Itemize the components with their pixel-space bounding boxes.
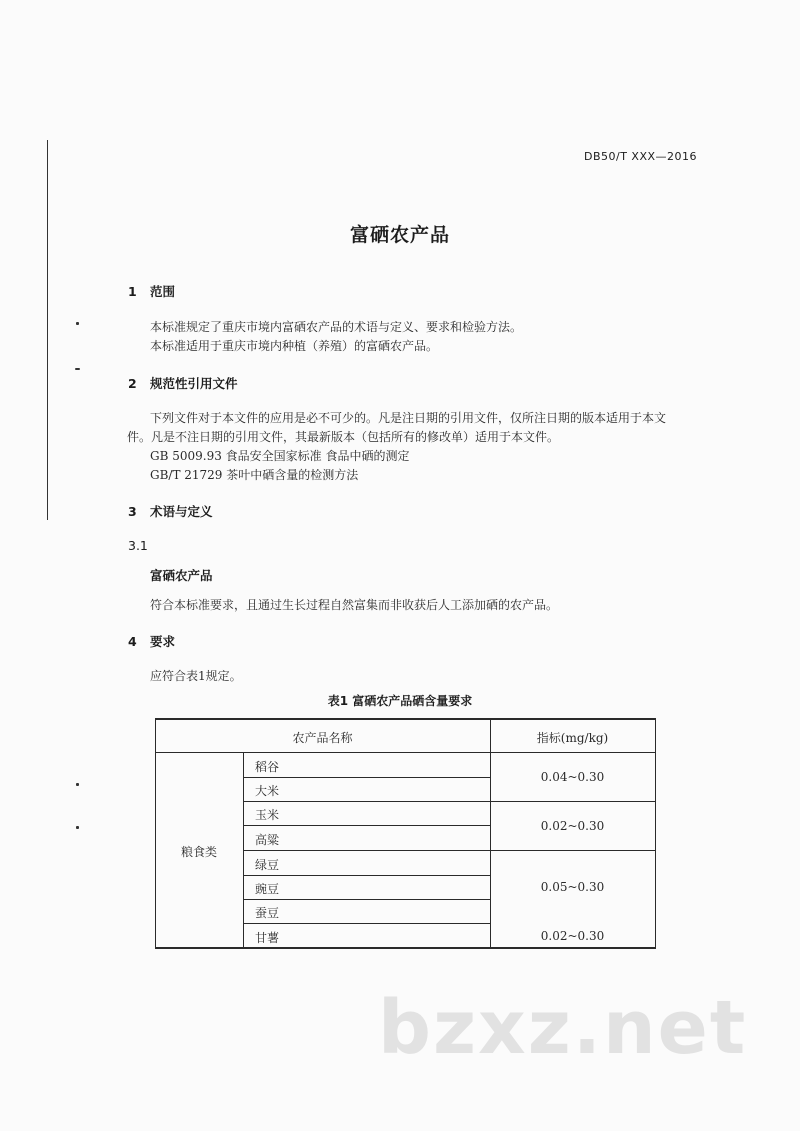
paragraph-line: 下列文件对于本文件的应用是必不可少的。凡是注日期的引用文件，仅所注日期的版本适用于本文 <box>150 411 667 425</box>
table-header-indicator: 指标(mg/kg) <box>536 731 609 745</box>
table-row-rule <box>243 923 490 924</box>
table-item: 稻谷 <box>255 760 280 774</box>
section-number: 4 <box>128 634 137 649</box>
table-category-cell: 粮食类 <box>180 845 217 859</box>
section-2-heading <box>128 374 238 392</box>
table-item: 绿豆 <box>255 858 280 872</box>
section-title: 要求 <box>150 634 176 649</box>
table-row-rule <box>243 875 490 876</box>
table-item: 豌豆 <box>255 882 280 896</box>
table-left-border <box>155 718 156 949</box>
table-bottom-border <box>155 947 656 949</box>
table-row-rule <box>243 899 490 900</box>
section-1-heading <box>128 282 175 300</box>
table-value: 0.05~0.30 <box>540 880 605 894</box>
section-3-heading <box>128 502 213 520</box>
table-value: 0.04~0.30 <box>540 770 605 784</box>
table-category-divider <box>243 752 244 948</box>
table-item: 甘薯 <box>255 931 280 945</box>
paragraph-line: 本标准规定了重庆市境内富硒农产品的术语与定义、要求和检验方法。 <box>150 320 523 334</box>
section-title: 术语与定义 <box>150 504 213 519</box>
table-header-product: 农产品名称 <box>292 731 353 745</box>
scan-speck <box>76 783 79 786</box>
reference-item: GB/T 21729 茶叶中硒含量的检测方法 <box>150 468 359 482</box>
table-item: 大米 <box>255 784 280 798</box>
term-name: 富硒农产品 <box>150 568 213 583</box>
reference-item: GB 5009.93 食品安全国家标准 食品中硒的测定 <box>150 449 410 463</box>
document-code: DB50/T XXX—2016 <box>584 150 698 163</box>
table-item: 玉米 <box>255 808 280 822</box>
table-header-rule <box>155 752 656 753</box>
section-title: 规范性引用文件 <box>150 376 238 391</box>
scan-edge-line <box>47 140 48 520</box>
section-title: 范围 <box>150 284 176 299</box>
document-title: 富硒农产品 <box>349 224 450 246</box>
section-4-heading <box>128 632 175 650</box>
site-watermark: bzxz.net <box>378 985 748 1071</box>
scan-speck <box>76 322 79 325</box>
table-value: 0.02~0.30 <box>540 929 605 943</box>
table-group-rule <box>243 850 656 851</box>
table-column-divider <box>490 718 491 948</box>
scan-speck <box>75 368 80 370</box>
scan-speck <box>76 826 79 829</box>
table-row-rule <box>243 777 490 778</box>
paragraph-line: 本标准适用于重庆市境内种植（养殖）的富硒农产品。 <box>150 339 439 353</box>
table-top-border <box>155 718 656 720</box>
table-item: 高粱 <box>255 833 280 847</box>
table-group-rule <box>243 801 656 802</box>
table-right-border <box>655 718 656 949</box>
section-number: 2 <box>128 376 137 391</box>
table-caption: 表1 富硒农产品硒含量要求 <box>327 694 473 708</box>
table-item: 蚕豆 <box>255 906 280 920</box>
subsection-number: 3.1 <box>128 538 148 553</box>
section-number: 3 <box>128 504 137 519</box>
paragraph-line: 件。凡是不注日期的引用文件，其最新版本（包括所有的修改单）适用于本文件。 <box>127 430 560 444</box>
section-number: 1 <box>128 284 137 299</box>
table-row-rule <box>243 825 490 826</box>
paragraph-line: 应符合表1规定。 <box>150 669 242 683</box>
term-definition: 符合本标准要求，且通过生长过程自然富集而非收获后人工添加硒的农产品。 <box>150 598 559 612</box>
table-value: 0.02~0.30 <box>540 819 605 833</box>
